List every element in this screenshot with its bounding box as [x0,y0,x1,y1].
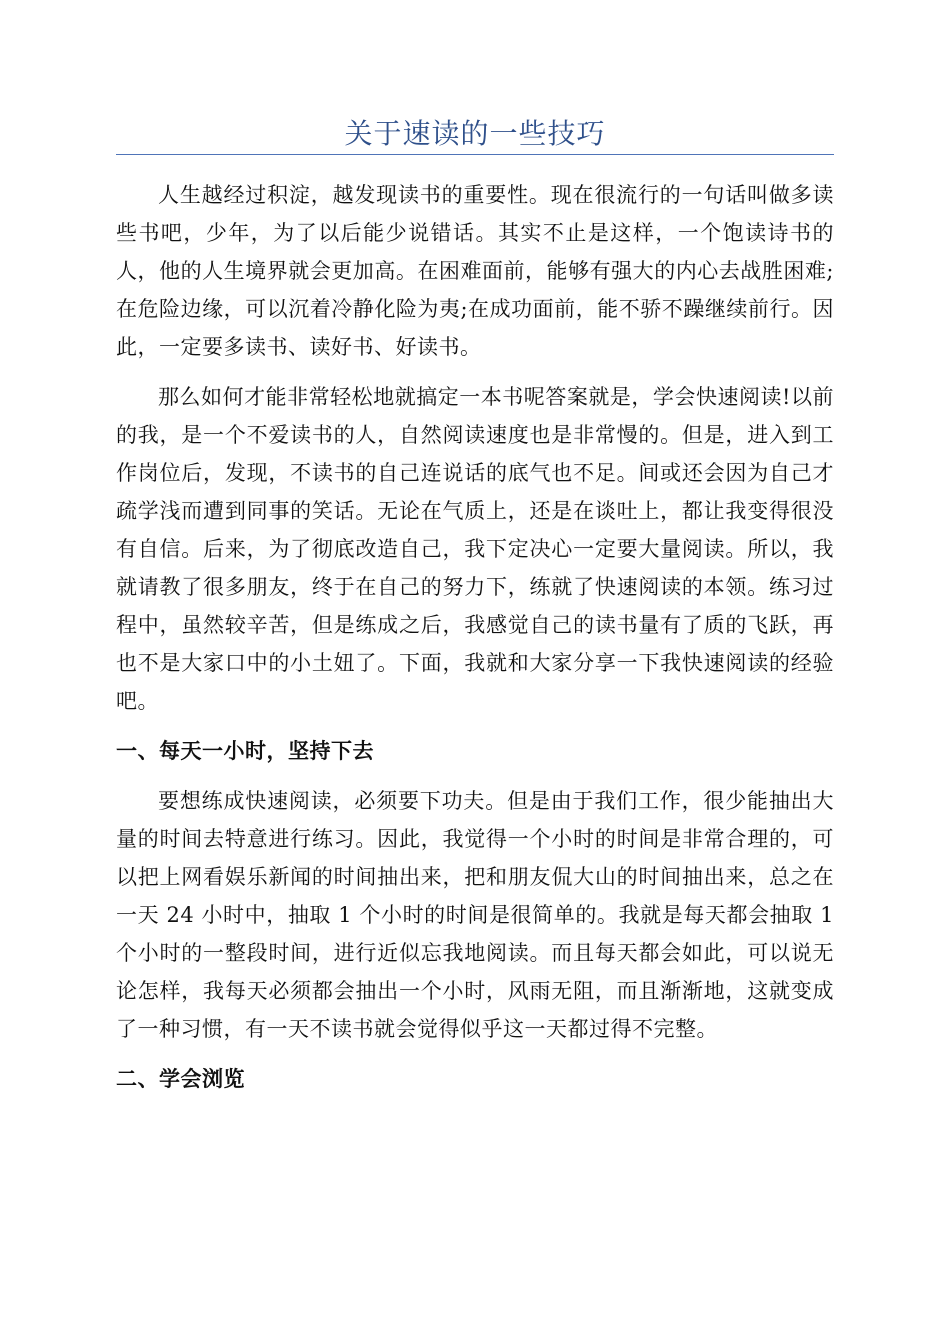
section-1-paragraph: 要想练成快速阅读，必须要下功夫。但是由于我们工作，很少能抽出大量的时间去特意进行练习。因此，我觉得一个小时的时间是非常合理的，可以把上网看娱乐新闻的时间抽出来，把和朋友侃大山的时间抽出来，总之在一天 24 小时中，抽取 1 个小时的时间是很简单的。我就是每天都会抽取 1 个小时的一整段时间，进行近似忘我地阅读。而且每天都会如此，可以说无论怎样，我每天必须都会抽出一个小时，风雨无阻，而且渐渐地，这就变成了一种习惯，有一天不读书就会觉得似乎这一天都过得不完整。 [116,789,834,1041]
document-body [116,176,834,1098]
intro-paragraph-1: 人生越经过积淀，越发现读书的重要性。现在很流行的一句话叫做多读些书吧，少年，为了以后能少说错话。其实不止是这样，一个饱读诗书的人，他的人生境界就会更加高。在困难面前，能够有强大的内心去战胜困难;在危险边缘，可以沉着冷静化险为夷;在成功面前，能不骄不躁继续前行。因此，一定要多读书、读好书、好读书。 [116,183,834,359]
title-underline [116,154,834,155]
intro-paragraph-2: 那么如何才能非常轻松地就搞定一本书呢答案就是，学会快速阅读!以前的我，是一个不爱读书的人，自然阅读速度也是非常慢的。但是，进入到工作岗位后，发现，不读书的自己连说话的底气也不足。间或还会因为自己才疏学浅而遭到同事的笑话。无论在气质上，还是在谈吐上，都让我变得很没有自信。后来，为了彻底改造自己，我下定决心一定要大量阅读。所以，我就请教了很多朋友，终于在自己的努力下，练就了快速阅读的本领。练习过程中，虽然较辛苦，但是练成之后，我感觉自己的读书量有了质的飞跃，再也不是大家口中的小土妞了。下面，我就和大家分享一下我快速阅读的经验吧。 [116,385,834,713]
document-title: 关于速读的一些技巧 [344,117,606,150]
section-heading-1: 一、每天一小时，坚持下去 [116,739,374,763]
section-heading-2: 二、学会浏览 [116,1067,245,1091]
